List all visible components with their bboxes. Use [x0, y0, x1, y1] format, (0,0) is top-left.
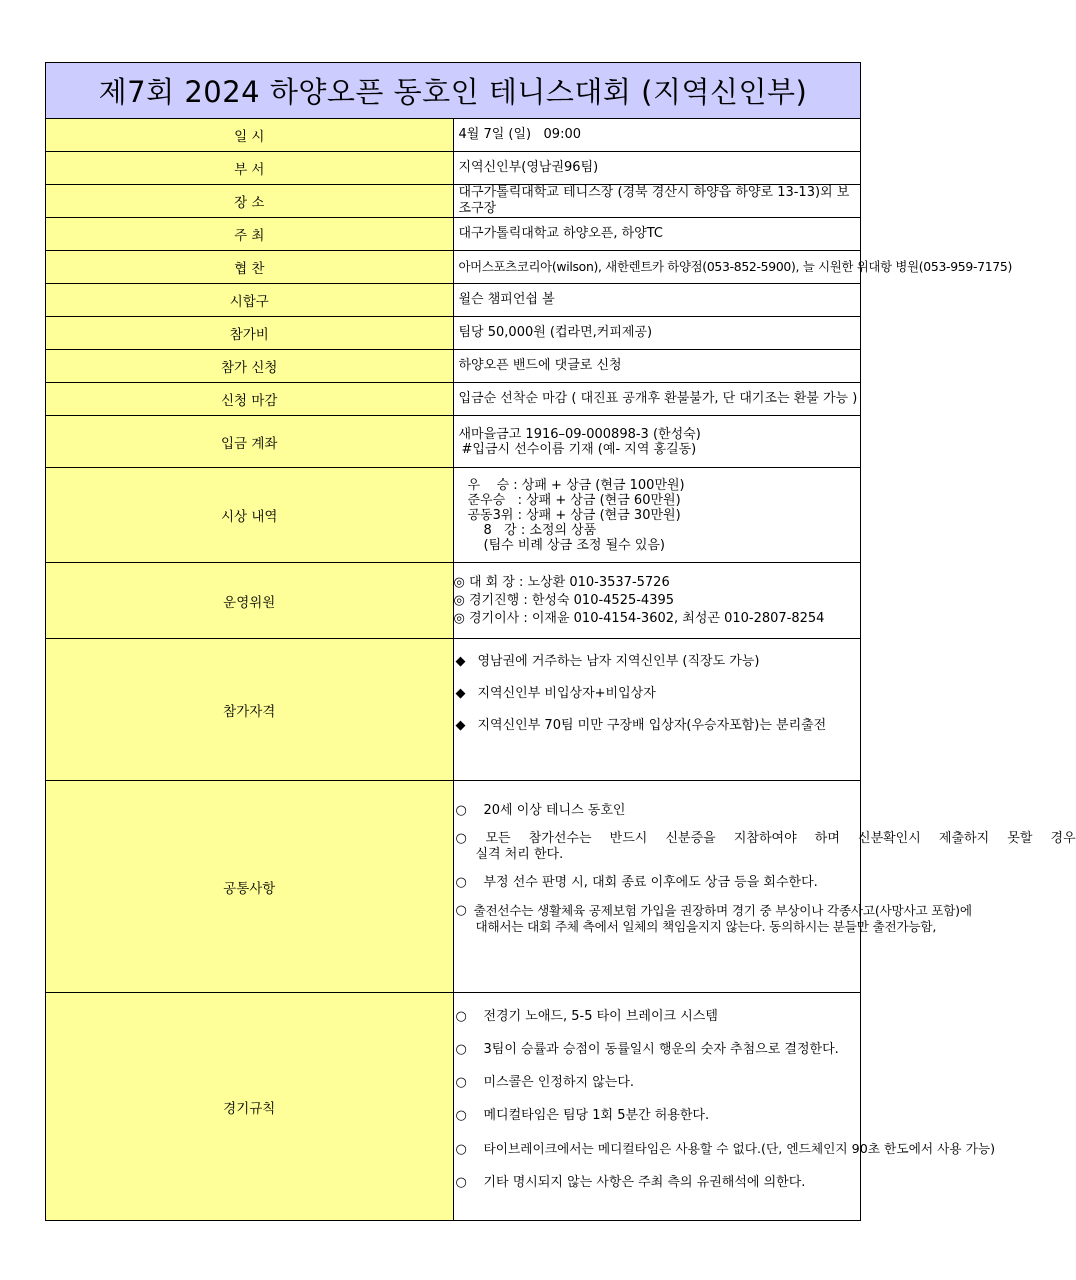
row-date: [46, 119, 861, 152]
eligibility-item: ◆ 영남권에 거주하는 남자 지역신인부 (직장도 가능): [455, 654, 760, 669]
committee-line: ◎ 경기이사 : 이재윤 010-4154-3602, 최성곤 010-2807-8254: [453, 610, 825, 626]
committee-line: ◎ 경기진행 : 한성숙 010-4525-4395: [453, 592, 675, 608]
circle-icon: ○: [455, 875, 467, 890]
row-fee: [46, 317, 861, 350]
diamond-icon: ◆: [455, 654, 466, 669]
label-eligibility: 참가자격: [46, 639, 454, 781]
row-eligibility: [46, 639, 861, 781]
page-title: 제7회 2024 하양오픈 동호인 테니스대회 (지역신인부): [46, 63, 861, 119]
label-committee: 운영위원: [46, 563, 454, 639]
circle-icon: ○: [455, 1009, 467, 1024]
common-item: ○ 20세 이상 테니스 동호인: [455, 803, 626, 818]
value-account: [453, 416, 861, 468]
label-sponsor: 협 찬: [46, 251, 454, 284]
circle-icon: ○: [455, 1108, 467, 1123]
eligibility-item: ◆ 지역신인부 70팀 미만 구장배 입상자(우승자포함)는 분리출전: [455, 718, 827, 733]
value-prizes: [453, 468, 861, 563]
value-rules: [453, 993, 996, 1221]
label-date: 일 시: [46, 119, 454, 152]
row-apply: [46, 350, 861, 383]
value-date: 4월 7일 (일) 09:00: [453, 119, 861, 152]
prize-line: 공동3위 : 상패 + 상금 (현금 30만원): [467, 507, 681, 523]
value-committee: [453, 563, 861, 639]
circle-icon: ○: [455, 1142, 467, 1157]
value-apply: 하양오픈 밴드에 댓글로 신청: [453, 350, 861, 383]
diamond-icon: ◆: [455, 686, 466, 701]
value-deadline: 입금순 선착순 마감 ( 대진표 공개후 환불불가, 단 대기조는 환불 가능 ): [453, 383, 861, 416]
prize-line: 준우승 : 상패 + 상금 (현금 60만원): [467, 492, 681, 508]
label-prizes: 시상 내역: [46, 468, 454, 563]
row-division: [46, 152, 861, 185]
circle-icon: ○: [455, 831, 467, 846]
label-account: 입금 계좌: [46, 416, 454, 468]
committee-line: ◎ 대 회 장 : 노상환 010-3537-5726: [453, 574, 670, 590]
row-deadline: [46, 383, 861, 416]
account-note: #입금시 선수이름 기재 (예- 지역 홍길동): [461, 441, 697, 457]
value-host: 대구가톨릭대학교 하양오픈, 하양TC: [453, 218, 861, 251]
circle-icon: ○: [455, 903, 467, 918]
circle-icon: ○: [455, 1175, 467, 1190]
value-division: 지역신인부(영남권96팀): [453, 152, 861, 185]
label-rules: 경기규칙: [46, 993, 454, 1221]
tournament-sheet: [45, 62, 1076, 1221]
row-common: [46, 781, 861, 993]
label-deadline: 신청 마감: [46, 383, 454, 416]
rule-item: ○ 전경기 노애드, 5-5 타이 브레이크 시스템: [455, 1009, 718, 1024]
rule-item: ○ 기타 명시되지 않는 사항은 주최 측의 유권해석에 의한다.: [455, 1175, 806, 1190]
label-division: 부 서: [46, 152, 454, 185]
eligibility-item: ◆ 지역신인부 비입상자+비입상자: [455, 686, 656, 701]
label-venue: 장 소: [46, 185, 454, 218]
row-sponsor: [46, 251, 861, 284]
prize-line: (팀수 비례 상금 조정 될수 있음): [483, 537, 666, 553]
rule-item: ○ 메디컬타임은 팀당 1회 5분간 허용한다.: [455, 1108, 710, 1123]
row-committee: [46, 563, 861, 639]
prize-line: 우 승 : 상패 + 상금 (현금 100만원): [467, 477, 685, 493]
row-account: [46, 416, 861, 468]
row-host: [46, 218, 861, 251]
account-line: 새마을금고 1916–09-000898-3 (한성숙): [458, 426, 701, 442]
diamond-icon: ◆: [455, 718, 466, 733]
rule-item: ○ 3팀이 승률과 승점이 동률일시 행운의 숫자 추첨으로 결정한다.: [455, 1042, 839, 1057]
value-common: [453, 781, 1076, 993]
rule-item: ○ 타이브레이크에서는 메디컬타임은 사용할 수 없다.(단, 엔드체인지 90초 한도에서 사용 가능): [455, 1141, 996, 1157]
circle-icon: ○: [455, 803, 467, 818]
label-host: 주 최: [46, 218, 454, 251]
row-ball: [46, 284, 861, 317]
common-item: ○ 부정 선수 판명 시, 대회 종료 이후에도 상금 등을 회수한다.: [455, 875, 818, 890]
value-eligibility: [453, 639, 861, 781]
rule-item: ○ 미스콜은 인정하지 않는다.: [455, 1075, 635, 1090]
row-venue: [46, 185, 861, 218]
info-table: [45, 62, 1076, 1221]
circle-icon: ○: [455, 1075, 467, 1090]
label-apply: 참가 신청: [46, 350, 454, 383]
common-item: ○ 모든 참가선수는 반드시 신분증을 지참하여야 하며 신분확인시 제출하지 못할 경우 실격 처리 한다.: [455, 831, 1076, 862]
value-fee: 팀당 50,000원 (컵라면,커피제공): [453, 317, 861, 350]
value-ball: 윌슨 챔피언쉽 볼: [453, 284, 861, 317]
label-ball: 시합구: [46, 284, 454, 317]
circle-icon: ○: [455, 1042, 467, 1057]
value-sponsor: 아머스포츠코리아(wilson), 새한렌트카 하양점(053-852-5900), 늘 시원한 위대항 병원(053-959-7175): [453, 251, 861, 284]
prize-line: 8 강 : 소정의 상품: [483, 522, 597, 538]
row-rules: [46, 993, 861, 1221]
label-fee: 참가비: [46, 317, 454, 350]
value-venue: 대구가톨릭대학교 테니스장 (경북 경산시 하양읍 하양로 13-13)외 보조구장: [453, 185, 861, 218]
common-item: ○ 출전선수는 생활체육 공제보험 가입을 권장하며 경기 중 부상이나 각종사고(사망사고 포함)에 대해서는 대회 주체 측에서 일체의 책임을지지 않는다. 동의하시는 분들만 출전가능함,: [455, 903, 972, 934]
row-prizes: [46, 468, 861, 563]
label-common: 공통사항: [46, 781, 454, 993]
